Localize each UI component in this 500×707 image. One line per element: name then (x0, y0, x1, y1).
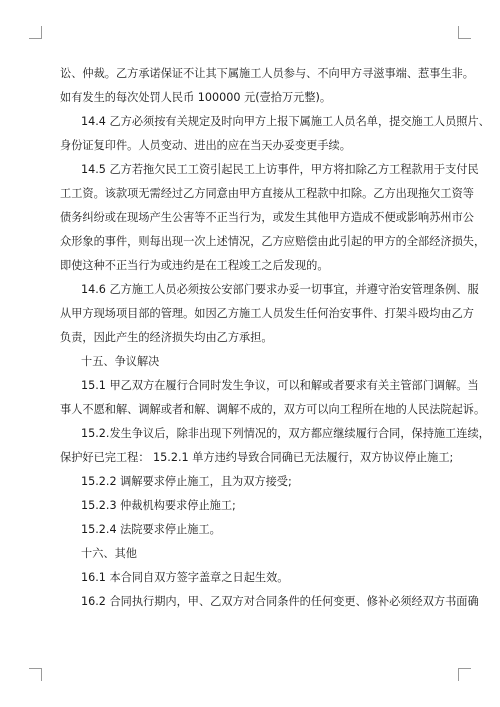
clause-15-2-3: 15.2.3 仲裁机构要求停止施工; (81, 499, 236, 512)
text-line: 债务纠纷或在现场产生公害等不正当行为，或发生其他甲方造成不便或影响苏州市公 (60, 211, 474, 224)
text-line: 身份证复印件。人员变动、进出的应在当天办妥变更手续。 (60, 139, 351, 152)
text-line: 即使这种不正当行为或违约是在工程竣工之后发现的。 (60, 259, 329, 272)
clause-15-2-4: 15.2.4 法院要求停止施工。 (81, 523, 221, 536)
clause-16-2: 16.2 合同执行期内，甲、乙双方对合同条件的任何变更、修补必须经双方书面确 (81, 595, 479, 608)
document-page (60, 62, 490, 614)
text-line: 从甲方现场项目部的管理。如因乙方施工人员发生任何治安事件、打架斗殴均由乙方 (60, 307, 474, 320)
clause-14-5: 14.5 乙方若拖欠民工工资引起民工上访事件，甲方将扣除乙方工程款用于支付民 (81, 163, 479, 176)
crop-mark-top-left (29, 26, 42, 39)
text-line: 如有发生的每次处罚人民币 100000 元(壹拾万元整)。 (60, 91, 332, 104)
clause-16-1: 16.1 本合同自双方签字盖章之日起生效。 (81, 571, 289, 584)
text-line: 工工资。该款项无需经过乙方同意由甲方直接从工程款中扣除。乙方出现拖欠工资等 (60, 187, 474, 200)
clause-15-2: 15.2.发生争议后，除非出现下列情况的，双方都应继续履行合同，保持施工连续， (81, 427, 490, 440)
text-line: 众形象的事件，则每出现一次上述情况，乙方应赔偿由此引起的甲方的全部经济损失， (60, 235, 486, 248)
clause-15-1: 15.1 甲乙双方在履行合同时发生争议，可以和解或者要求有关主管部门调解。当 (81, 379, 479, 392)
clause-14-4: 14.4 乙方必须按有关规定及时向甲方上报下属施工人员名单，提交施工人员照片、 (81, 115, 490, 128)
text-line: 保护好已完工程： 15.2.1 单方违约导致合同确已无法履行，双方协议停止施工; (60, 451, 454, 464)
section-heading-15: 十五、争议解决 (81, 355, 160, 368)
crop-mark-bottom-right (458, 668, 471, 681)
section-heading-16: 十六、其他 (81, 547, 137, 560)
crop-mark-top-right (458, 26, 471, 39)
crop-mark-bottom-left (29, 668, 42, 681)
text-line: 负责，因此产生的经济损失均由乙方承担。 (60, 331, 273, 344)
text-line: 讼、仲裁。乙方承诺保证不让其下属施工人员参与、不向甲方寻滋事端、惹事生非。 (60, 67, 474, 80)
clause-14-6: 14.6 乙方施工人员必须按公安部门要求办妥一切事宜，并遵守治安管理条例、服 (81, 283, 479, 296)
text-line: 事人不愿和解、调解或者和解、调解不成的，双方可以向工程所在地的人民法院起诉。 (60, 403, 486, 416)
clause-15-2-2: 15.2.2 调解要求停止施工，且为双方接受; (81, 475, 292, 488)
